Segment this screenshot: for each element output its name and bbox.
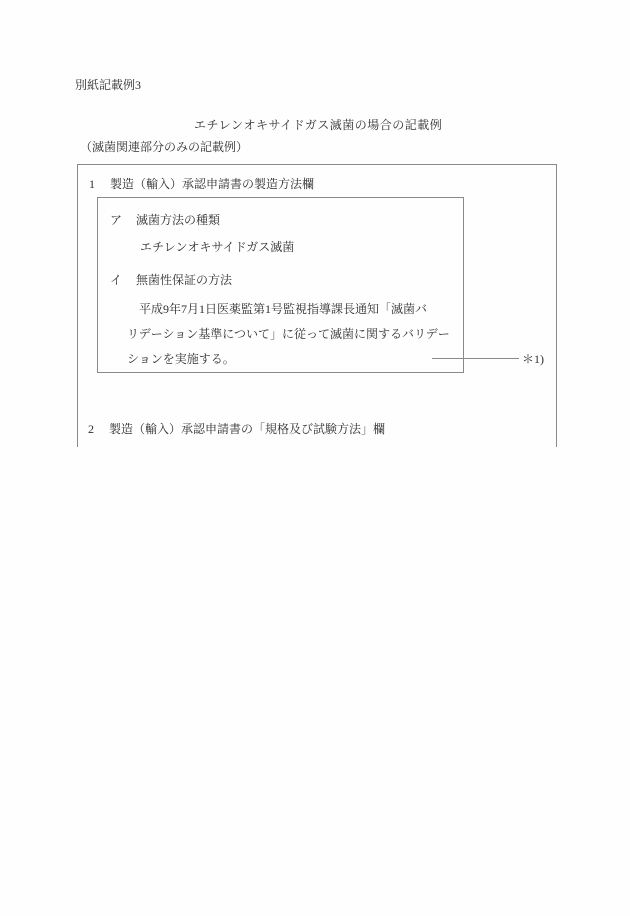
- item-i-body-line-2: リデーション基準について」に従って滅菌に関するバリデー: [127, 327, 450, 341]
- page-title: エチレンオキサイドガス滅菌の場合の記載例: [194, 118, 443, 132]
- sterilization-method-box: [97, 197, 464, 373]
- section2-heading: 製造（輸入）承認申請書の「規格及び試験方法」欄: [109, 422, 386, 436]
- doc-label: 別紙記載例3: [75, 78, 142, 92]
- item-i-body-line-3: ションを実施する。: [127, 352, 235, 366]
- section1-number: 1: [89, 177, 95, 191]
- annotation-label: ＊1): [522, 352, 544, 366]
- item-i-marker: イ: [110, 273, 123, 287]
- page-subtitle: （滅菌関連部分のみの記載例）: [80, 140, 249, 154]
- section1-heading: 製造（輸入）承認申請書の製造方法欄: [110, 177, 315, 191]
- item-a-row: [110, 211, 220, 228]
- item-a-marker: ア: [110, 213, 123, 227]
- section1-heading-row: [89, 175, 314, 192]
- annotation-callout-line: [432, 358, 519, 359]
- item-i-title: 無菌性保証の方法: [136, 273, 233, 287]
- section1-box: [77, 164, 557, 447]
- section2-number: 2: [88, 422, 94, 436]
- sterilization-method-value: エチレンオキサイドガス滅菌: [140, 240, 295, 254]
- item-a-title: 滅菌方法の種類: [136, 213, 221, 227]
- item-i-body-line-1: 平成9年7月1日医薬監第1号監視指導課長通知「滅菌バ: [139, 302, 428, 316]
- item-i-row: [110, 271, 232, 288]
- section2-heading-row: [88, 420, 385, 437]
